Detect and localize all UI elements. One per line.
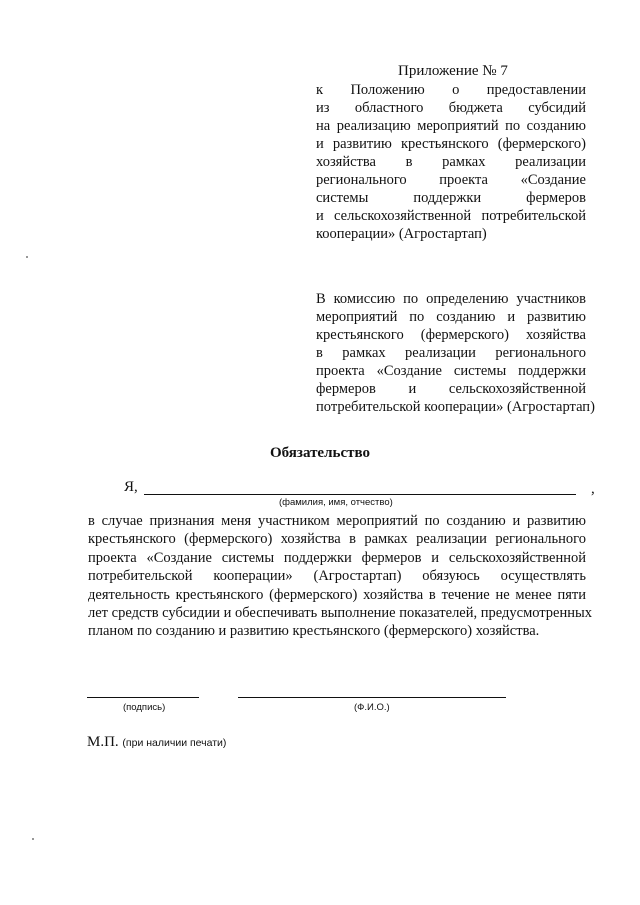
addressee-line: мероприятий по созданию и развитию (316, 309, 586, 325)
stamp-place (87, 733, 226, 752)
declarant-name-fill-line (144, 494, 576, 495)
body-line: деятельность крестьянского (фермерского) хозяйства в течение не менее пяти (88, 587, 586, 603)
body-line: лет средств субсидии и обеспечивать выполнение показателей, предусмотренных (88, 605, 593, 621)
declarant-prefix: Я, (124, 479, 138, 495)
addressee-line: проекта «Создание системы поддержки (316, 363, 586, 379)
declarant-caption: (фамилия, имя, отчество) (279, 497, 393, 508)
body-line: крестьянского (фермерского) хозяйства в рамках реализации регионального (88, 531, 586, 547)
addressee-line: крестьянского (фермерского) хозяйства (316, 327, 586, 343)
scan-speck (32, 838, 34, 840)
full-name-caption: (Ф.И.О.) (354, 702, 390, 713)
body-line: потребительской кооперации» (Агростартап) обязуюсь осуществлять (88, 568, 586, 584)
body-line: проекта «Создание системы поддержки фермеров и сельскохозяйственной (88, 550, 586, 566)
appendix-line: и развитию крестьянского (фермерского) (316, 136, 586, 152)
appendix-line: на реализацию мероприятий по созданию (316, 118, 586, 134)
full-name-line (238, 697, 506, 698)
stamp-note: (при наличии печати) (122, 737, 227, 749)
signature-line (87, 697, 199, 698)
addressee-line: в рамках реализации регионального (316, 345, 586, 361)
signature-caption: (подпись) (123, 702, 166, 713)
appendix-line: и сельскохозяйственной потребительской (316, 208, 586, 224)
appendix-line: из областного бюджета субсидий (316, 100, 586, 116)
appendix-line: системы поддержки фермеров (316, 190, 586, 206)
body-line: в случае признания меня участником мероприятий по созданию и развитию (88, 513, 586, 529)
appendix-line: к Положению о предоставлении (316, 82, 586, 98)
appendix-line: регионального проекта «Создание (316, 172, 586, 188)
document-title: Обязательство (270, 445, 370, 461)
addressee-line: потребительской кооперации» (Агростартап) (316, 399, 595, 415)
appendix-line: хозяйства в рамках реализации (316, 154, 586, 170)
scan-speck (26, 256, 28, 258)
body-line: планом по созданию и развитию крестьянского (фермерского) хозяйства. (88, 623, 540, 639)
appendix-title: Приложение № 7 (398, 63, 508, 79)
addressee-line: фермеров и сельскохозяйственной (316, 381, 586, 397)
appendix-line: кооперации» (Агростартап) (316, 226, 487, 242)
declarant-suffix: , (591, 481, 595, 497)
addressee-line: В комиссию по определению участников (316, 291, 586, 307)
stamp-label: М.П. (87, 734, 119, 750)
